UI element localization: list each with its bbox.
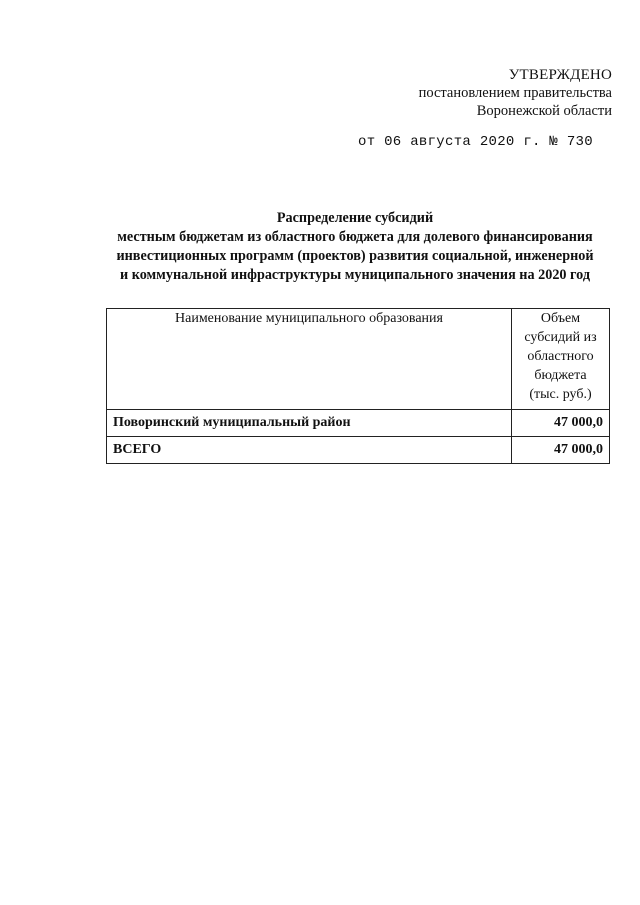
title-line-2: местным бюджетам из областного бюджета для долевого финансирования	[117, 229, 593, 245]
approval-line-2: Воронежской области	[476, 103, 612, 119]
header-volume-line: бюджета	[534, 368, 587, 383]
approval-heading: УТВЕРЖДЕНО	[508, 67, 612, 83]
header-volume	[512, 309, 610, 410]
approval-stamp	[419, 66, 612, 120]
header-volume-line: Объем	[540, 311, 581, 326]
subsidy-table	[106, 308, 610, 464]
header-volume-line: (тыс. руб.)	[529, 387, 592, 402]
header-volume-line: субсидий из	[524, 330, 597, 345]
document-title	[80, 209, 630, 285]
approval-line-1: постановлением правительства	[418, 85, 612, 101]
table-header-row	[107, 309, 610, 410]
title-line-4: и коммунальной инфраструктуры муниципального значения на 2020 год	[119, 267, 590, 283]
total-label: ВСЕГО	[107, 437, 512, 464]
row-municipality-name: Поворинский муниципальный район	[107, 410, 512, 437]
decree-reference: от 06 августа 2020 г. № 730	[358, 134, 593, 150]
table-row	[107, 410, 610, 437]
title-line-3: инвестиционных программ (проектов) развития социальной, инженерной	[116, 248, 594, 264]
row-subsidy-value: 47 000,0	[512, 410, 610, 437]
header-municipality: Наименование муниципального образования	[107, 309, 512, 410]
header-volume-line: областного	[527, 349, 594, 364]
total-value: 47 000,0	[512, 437, 610, 464]
title-line-1: Распределение субсидий	[276, 210, 434, 226]
table-total-row	[107, 437, 610, 464]
